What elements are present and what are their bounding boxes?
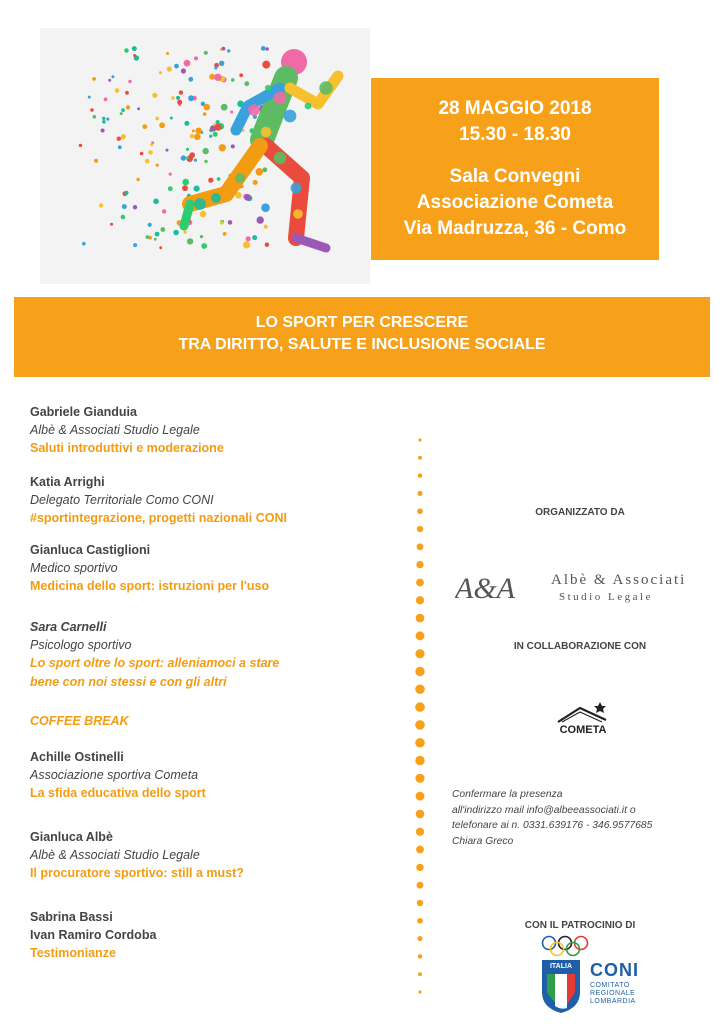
confetti-dot — [170, 117, 173, 120]
confetti-dot — [132, 46, 137, 51]
confetti-dot — [256, 168, 264, 176]
confetti-dot — [215, 124, 222, 131]
confetti-dot — [156, 164, 159, 167]
confetti-dot — [182, 185, 188, 191]
confetti-dot — [186, 157, 189, 160]
runner-body-dot — [293, 209, 303, 219]
confetti-dot — [189, 152, 195, 158]
runner-body-dot — [274, 92, 287, 105]
hero-image-runner — [40, 28, 370, 284]
confetti-dot — [192, 130, 195, 133]
confetti-dot — [118, 145, 122, 149]
divider-dot — [416, 596, 424, 604]
talk-topic-line1: Lo sport oltre lo sport: alleniamoci a stare — [30, 656, 280, 670]
divider-dot — [416, 810, 425, 819]
divider-dot — [417, 491, 422, 496]
collaboration-label: IN COLLABORAZIONE CON — [513, 641, 647, 652]
confetti-dot — [159, 71, 162, 74]
confetti-dot — [239, 73, 243, 77]
runner-body-dot — [274, 152, 287, 165]
confetti-dot — [174, 64, 179, 69]
confetti-dot — [169, 173, 172, 176]
confetti-dot — [208, 178, 213, 183]
confetti-dot — [223, 232, 227, 236]
confetti-dot — [186, 148, 189, 151]
runner-body-dot — [248, 104, 260, 116]
confetti-dot — [122, 204, 127, 209]
confetti-dot — [204, 51, 208, 55]
talk-topic: Testimonianze — [30, 946, 116, 960]
talk-topic: La sfida educativa dello sport — [30, 786, 206, 800]
confetti-dot — [136, 178, 139, 181]
agenda-item — [30, 618, 390, 692]
confetti-dot — [173, 230, 179, 236]
rsvp-line2: all'indirizzo mail info@albeeassociati.it o — [452, 804, 636, 816]
divider-dot — [418, 456, 422, 460]
confetti-dot — [159, 122, 165, 128]
confetti-dot — [179, 90, 183, 94]
confetti-dot — [168, 186, 173, 191]
confetti-dot — [110, 223, 113, 226]
runner-body-dot — [266, 112, 278, 124]
confetti-dot — [184, 121, 189, 126]
speaker-name: Sara Carnelli — [30, 620, 107, 634]
speaker-name: Gianluca Castiglioni — [30, 543, 151, 557]
speaker-role: Albè & Associati Studio Legale — [30, 423, 200, 437]
confetti-dot — [88, 96, 91, 99]
speaker-role: Albè & Associati Studio Legale — [30, 848, 200, 862]
dotted-divider — [414, 436, 426, 996]
divider-dot — [415, 685, 425, 695]
agenda-item — [30, 403, 390, 458]
confetti-dot — [204, 160, 207, 163]
talk-topic: Saluti introduttivi e moderazione — [30, 441, 224, 455]
confetti-dot — [194, 159, 197, 162]
talk-topic: #sportintegrazione, progetti nazionali CONI — [30, 511, 287, 525]
coffee-break — [30, 712, 390, 731]
speaker-role: Associazione sportiva Cometa — [30, 768, 199, 782]
confetti-dot — [200, 211, 207, 218]
coni-italia-text: ITALIA — [549, 963, 573, 970]
confetti-dot — [214, 74, 221, 81]
agenda-item — [30, 541, 390, 596]
agenda-item — [30, 828, 390, 883]
confetti-dot — [102, 120, 106, 124]
confetti-dot — [246, 236, 251, 241]
confetti-dot — [177, 100, 182, 105]
divider-dot — [417, 900, 423, 906]
event-venue-address: Via Madruzza, 36 - Como — [403, 218, 627, 239]
runner-body-dot — [235, 173, 245, 183]
runner-body-dot — [211, 193, 221, 203]
runner-body-dot — [261, 127, 272, 138]
confetti-dot — [150, 143, 153, 146]
divider-dot — [416, 792, 425, 801]
confetti-dot — [104, 98, 108, 102]
divider-dot — [416, 846, 424, 854]
confetti-dot — [195, 128, 201, 134]
confetti-dot — [182, 179, 189, 186]
confetti-dot — [92, 77, 96, 81]
confetti-dot — [188, 77, 193, 82]
confetti-dot — [261, 46, 266, 51]
divider-dot — [417, 543, 424, 550]
coni-subtitle — [590, 982, 636, 1006]
confetti-dot — [133, 54, 136, 57]
confetti-dot — [160, 227, 165, 232]
confetti-dot — [203, 148, 209, 154]
confetti-dot — [230, 111, 233, 114]
divider-dot — [418, 473, 422, 477]
runner-body-dot — [319, 81, 332, 94]
divider-dot — [417, 936, 422, 941]
confetti-dot — [216, 120, 220, 124]
confetti-dot — [244, 81, 249, 86]
divider-dot — [418, 954, 422, 958]
confetti-dot — [194, 186, 200, 192]
confetti-dot — [257, 216, 264, 223]
confetti-dot — [176, 96, 180, 100]
confetti-dot — [106, 118, 109, 121]
talk-topic: Il procuratore sportivo: still a must? — [30, 866, 244, 880]
confetti-dot — [90, 108, 94, 112]
event-venue-name: Associazione Cometa — [416, 192, 614, 213]
confetti-dot — [137, 107, 140, 110]
albe-name: Albè & Associati — [551, 572, 687, 588]
confetti-dot — [124, 191, 128, 195]
talk-topic-line2: bene con noi stessi e con gli altri — [30, 675, 227, 689]
coni-sub-line1: COMITATO — [590, 982, 630, 989]
confetti-dot — [203, 112, 207, 116]
confetti-dot — [99, 203, 103, 207]
confetti-dot — [227, 49, 230, 52]
confetti-dot — [152, 93, 157, 98]
confetti-dot — [102, 117, 105, 120]
confetti-dot — [108, 79, 111, 82]
divider-dot — [415, 667, 424, 676]
confetti-dot — [154, 238, 157, 241]
confetti-dot — [228, 220, 233, 225]
confetti-dot — [121, 134, 126, 139]
event-info-box — [371, 78, 659, 260]
confetti-dot — [261, 203, 270, 212]
speaker-name: Gianluca Albè — [30, 830, 113, 844]
confetti-dot — [133, 205, 137, 209]
divider-dot — [418, 972, 422, 976]
patronage-label: CON IL PATROCINIO DI — [524, 920, 636, 931]
agenda-item — [30, 748, 390, 803]
confetti-dot — [121, 108, 125, 112]
confetti-dot — [209, 135, 212, 138]
event-time: 15.30 - 18.30 — [459, 124, 571, 145]
confetti-dot — [253, 180, 258, 185]
confetti-dot — [124, 48, 129, 53]
confetti-dot — [220, 221, 224, 225]
speaker-name: Gabriele Gianduia — [30, 405, 137, 419]
speaker-name-2: Ivan Ramiro Cordoba — [30, 928, 157, 942]
confetti-dot — [125, 91, 129, 95]
confetti-dot — [162, 209, 166, 213]
confetti-dot — [219, 61, 224, 66]
confetti-dot — [231, 78, 235, 82]
coffee-break-label: COFFEE BREAK — [30, 714, 129, 728]
confetti-dot — [214, 66, 217, 69]
confetti-dot — [153, 199, 159, 205]
confetti-dot — [101, 129, 105, 133]
albe-associati-logo — [455, 568, 715, 608]
confetti-dot — [133, 243, 137, 247]
speaker-name: Katia Arrighi — [30, 475, 105, 489]
divider-dot — [416, 828, 424, 836]
coni-shield-icon — [540, 958, 582, 1014]
albe-monogram: A&A — [455, 572, 515, 605]
runner-illustration — [40, 28, 370, 284]
confetti-dot — [204, 104, 211, 111]
confetti-dot — [244, 194, 251, 201]
confetti-dot — [181, 155, 186, 160]
confetti-dot — [194, 56, 198, 60]
confetti-dot — [217, 177, 221, 181]
confetti-dot — [200, 235, 203, 238]
divider-dot — [416, 864, 423, 871]
albe-sub: Studio Legale — [559, 591, 653, 603]
agenda-item — [30, 908, 390, 963]
coni-sub-line3: LOMBARDIA — [590, 998, 636, 1005]
divider-dot — [417, 918, 423, 924]
confetti-dot — [187, 238, 193, 244]
divider-dot — [416, 579, 424, 587]
divider-dot — [416, 614, 425, 623]
runner-body-dot — [305, 103, 312, 110]
confetti-dot — [184, 60, 191, 67]
coni-sub-line2: REGIONALE — [590, 990, 636, 997]
confetti-dot — [120, 112, 123, 115]
divider-dot — [415, 738, 425, 748]
confetti-dot — [155, 232, 160, 237]
confetti-dot — [140, 152, 144, 156]
confetti-dot — [115, 88, 120, 93]
organized-by-label: ORGANIZZATO DA — [535, 507, 625, 518]
rsvp-line3: telefonare ai n. 0331.639176 - 346.9577685 — [452, 820, 653, 831]
rsvp-line1: Confermare la presenza — [452, 789, 563, 800]
confetti-dot — [166, 52, 169, 55]
confetti-dot — [142, 124, 147, 129]
rsvp-info — [452, 787, 712, 849]
confetti-dot — [231, 144, 235, 148]
divider-dot — [418, 990, 421, 993]
confetti-dot — [201, 243, 207, 249]
confetti-dot — [184, 230, 187, 233]
cometa-logo — [548, 698, 618, 744]
event-title-banner — [14, 297, 710, 377]
divider-dot — [415, 756, 424, 765]
divider-dot — [416, 631, 425, 640]
confetti-dot — [265, 243, 269, 247]
speaker-name: Sabrina Bassi — [30, 910, 113, 924]
confetti-dot — [126, 105, 130, 109]
event-date: 28 MAGGIO 2018 — [438, 98, 592, 119]
event-title-line2: TRA DIRITTO, SALUTE E INCLUSIONE SOCIALE — [178, 336, 546, 353]
divider-dot — [415, 720, 425, 730]
speaker-name: Achille Ostinelli — [30, 750, 124, 764]
talk-topic: Medicina dello sport: istruzioni per l'uso — [30, 579, 270, 593]
confetti-dot — [171, 96, 175, 100]
confetti-dot — [111, 75, 114, 78]
confetti-dot — [155, 117, 159, 121]
event-venue-room: Sala Convegni — [449, 166, 581, 187]
event-title-line1: LO SPORT PER CRESCERE — [255, 314, 469, 331]
speaker-role: Delegato Territoriale Como CONI — [30, 493, 214, 507]
confetti-dot — [262, 61, 270, 69]
confetti-dot — [82, 242, 86, 246]
coni-wordmark: CONI — [590, 960, 639, 980]
confetti-dot — [167, 66, 172, 71]
confetti-dot — [194, 134, 201, 141]
confetti-dot — [266, 47, 269, 50]
confetti-dot — [148, 223, 152, 227]
confetti-dot — [190, 134, 194, 138]
confetti-dot — [264, 225, 268, 229]
confetti-dot — [219, 144, 226, 151]
runner-body-dot — [284, 110, 297, 123]
divider-dot — [417, 526, 423, 532]
divider-dot — [417, 882, 424, 889]
olympic-rings-icon — [541, 935, 591, 957]
runner-body-dot — [291, 183, 302, 194]
divider-dot — [418, 438, 421, 441]
confetti-dot — [252, 235, 257, 240]
confetti-dot — [94, 159, 98, 163]
confetti-dot — [121, 215, 126, 220]
confetti-dot — [93, 115, 97, 119]
confetti-dot — [128, 80, 131, 83]
confetti-dot — [145, 159, 150, 164]
divider-dot — [415, 649, 424, 658]
confetti-dot — [213, 132, 218, 137]
confetti-dot — [263, 167, 268, 172]
divider-dot — [416, 561, 423, 568]
confetti-dot — [79, 144, 82, 147]
confetti-dot — [222, 47, 226, 51]
confetti-dot — [117, 137, 121, 141]
speaker-role: Medico sportivo — [30, 561, 118, 575]
divider-dot — [415, 774, 424, 783]
confetti-dot — [188, 95, 194, 101]
divider-dot — [417, 508, 423, 514]
confetti-dot — [243, 241, 250, 248]
runner-body-dot — [194, 198, 206, 210]
confetti-dot — [166, 149, 169, 152]
coni-lombardia-logo — [540, 958, 650, 1018]
confetti-dot — [159, 246, 162, 249]
speaker-role: Psicologo sportivo — [30, 638, 132, 652]
confetti-dot — [148, 150, 153, 155]
confetti-dot — [221, 104, 228, 111]
rsvp-line4: Chiara Greco — [452, 835, 514, 847]
divider-dot — [415, 702, 425, 712]
runner-body-dot — [265, 85, 271, 91]
cometa-wordmark: COMETA — [559, 724, 607, 736]
confetti-dot — [146, 235, 150, 239]
confetti-dot — [181, 68, 186, 73]
agenda-item — [30, 473, 390, 528]
